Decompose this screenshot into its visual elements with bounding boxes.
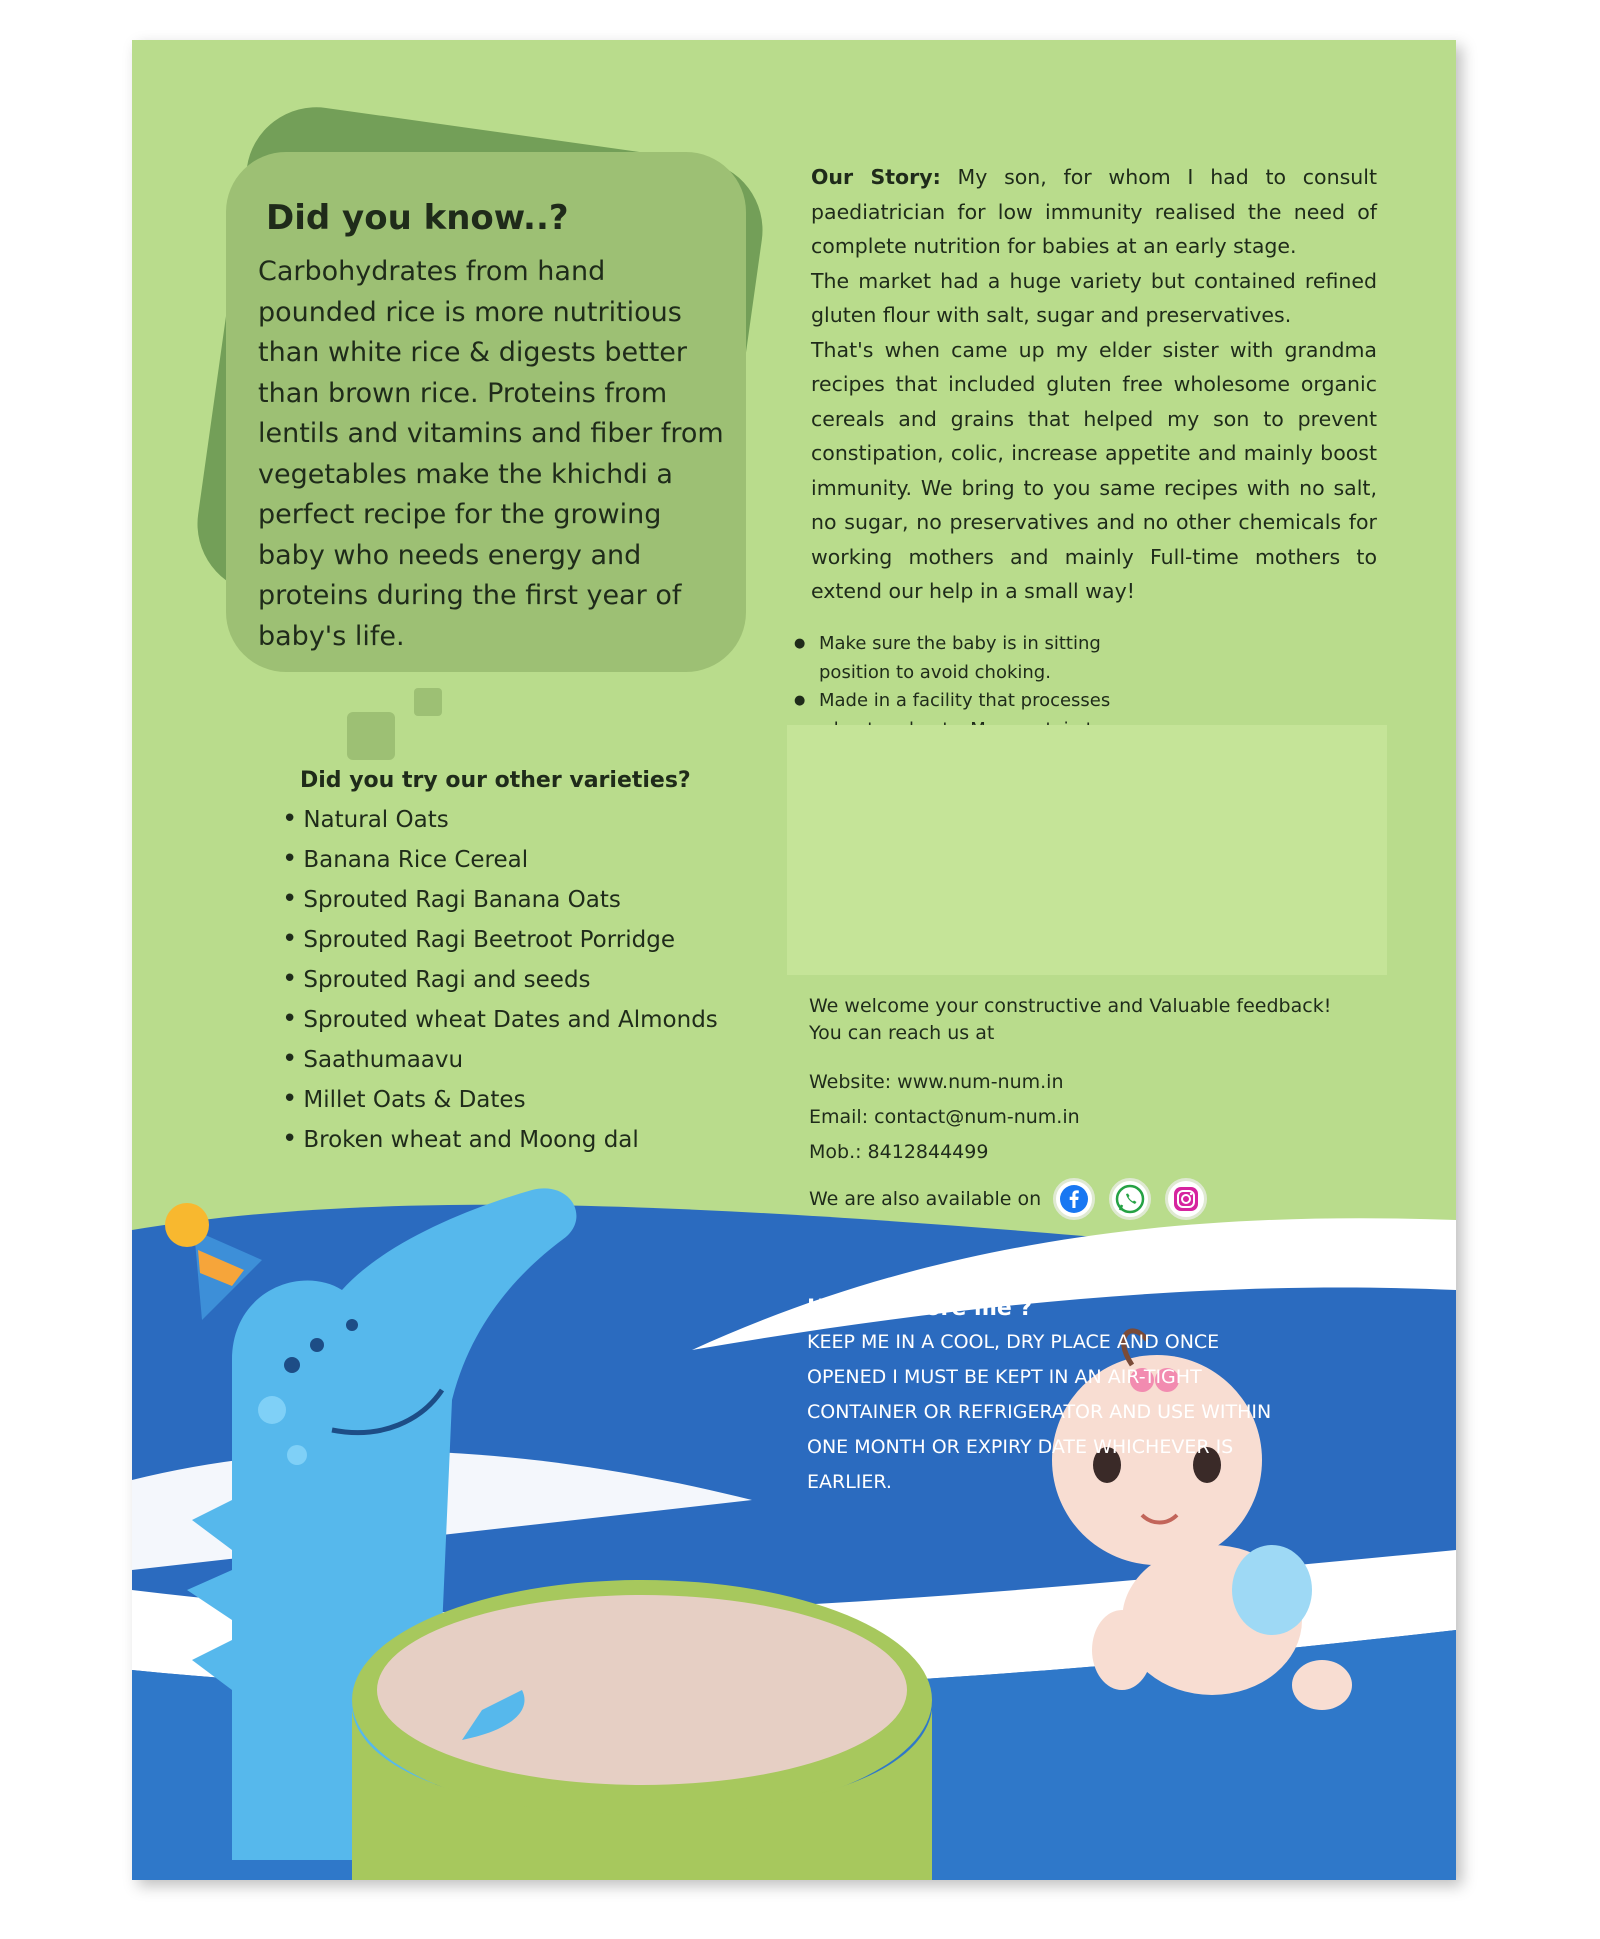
email-line[interactable]: Email: contact@num-num.in	[809, 1106, 1080, 1128]
story-paragraph-3: That's when came up my elder sister with grandma recipes that included gluten free wholesome organic cereals and grains that helped my son to prevent constipation, colic, increase appetite and mainly boost immunity. We bring to you same recipes with no salt, no sugar, no preservatives and no other chemicals for working mothers and mainly Full-time mothers to extend our help in a small way!	[811, 337, 1377, 603]
variety-item: • Millet Oats & Dates	[282, 1080, 718, 1120]
variety-item: • Banana Rice Cereal	[282, 840, 718, 880]
package-back-panel	[132, 40, 1456, 1880]
story-text-1: My son, for whom I had to consult paediatrician for low immunity realised the need of complete nutrition for babies at an early stage.	[811, 165, 1377, 258]
website-line[interactable]: Website: www.num-num.in	[809, 1071, 1064, 1093]
variety-item: • Sprouted Ragi Beetroot Porridge	[282, 920, 718, 960]
story-paragraph-1	[811, 160, 1377, 264]
storage-section	[807, 1296, 1277, 1500]
varieties-list	[282, 800, 718, 1160]
warning-item: ● Made in a facility that processes	[792, 687, 1149, 773]
storage-title: How to store me ?	[807, 1296, 1033, 1321]
variety-item: • Saathumaavu	[282, 1040, 718, 1080]
story-paragraph-2: The market had a huge variety but contained refined gluten flour with salt, sugar and preservatives.	[811, 268, 1377, 327]
variety-item: • Natural Oats	[282, 800, 718, 840]
bottom-wave-illustration	[132, 1170, 1456, 1880]
feedback-line: We welcome your constructive and Valuable feedback!	[809, 995, 1332, 1017]
reach-us-line: You can reach us at	[809, 1022, 995, 1044]
bowl-illustration	[352, 1580, 932, 1880]
variety-item: • Sprouted wheat Dates and Almonds	[282, 1000, 718, 1040]
variety-item: • Sprouted Ragi Banana Oats	[282, 880, 718, 920]
varieties-title: Did you try our other varieties?	[300, 768, 691, 793]
thought-bubble-square-large	[347, 712, 395, 760]
mobile-line[interactable]: Mob.: 8412844499	[809, 1141, 989, 1163]
warning-item: ● Make sure the baby is in sitting position to avoid choking.	[792, 630, 1149, 687]
thought-bubble-square-small	[414, 688, 442, 716]
did-you-know-title: Did you know..?	[266, 198, 569, 238]
did-you-know-body: Carbohydrates from hand pounded rice is more nutritious than white rice & digests better than brown rice. Proteins from lentils and vitamins and fiber from vegetables make the khichdi a perfect recipe for the growing baby who needs energy and proteins during the first year of baby's life.	[258, 256, 724, 652]
variety-item: • Broken wheat and Moong dal	[282, 1120, 718, 1160]
variety-item: • Sprouted Ragi and seeds	[282, 960, 718, 1000]
our-story	[811, 160, 1377, 609]
story-label: Our Story:	[811, 165, 941, 189]
storage-body: KEEP ME IN A COOL, DRY PLACE AND ONCE OPENED I MUST BE KEPT IN AN AIR-TIGHT CONTAINER OR REFRIGERATOR AND USE WITHIN ONE MONTH OR EXPIRY DATE WHICHEVER IS EARLIER.	[807, 1331, 1272, 1493]
social-label: We are also available on	[809, 1188, 1042, 1210]
blank-label-area	[787, 725, 1387, 975]
